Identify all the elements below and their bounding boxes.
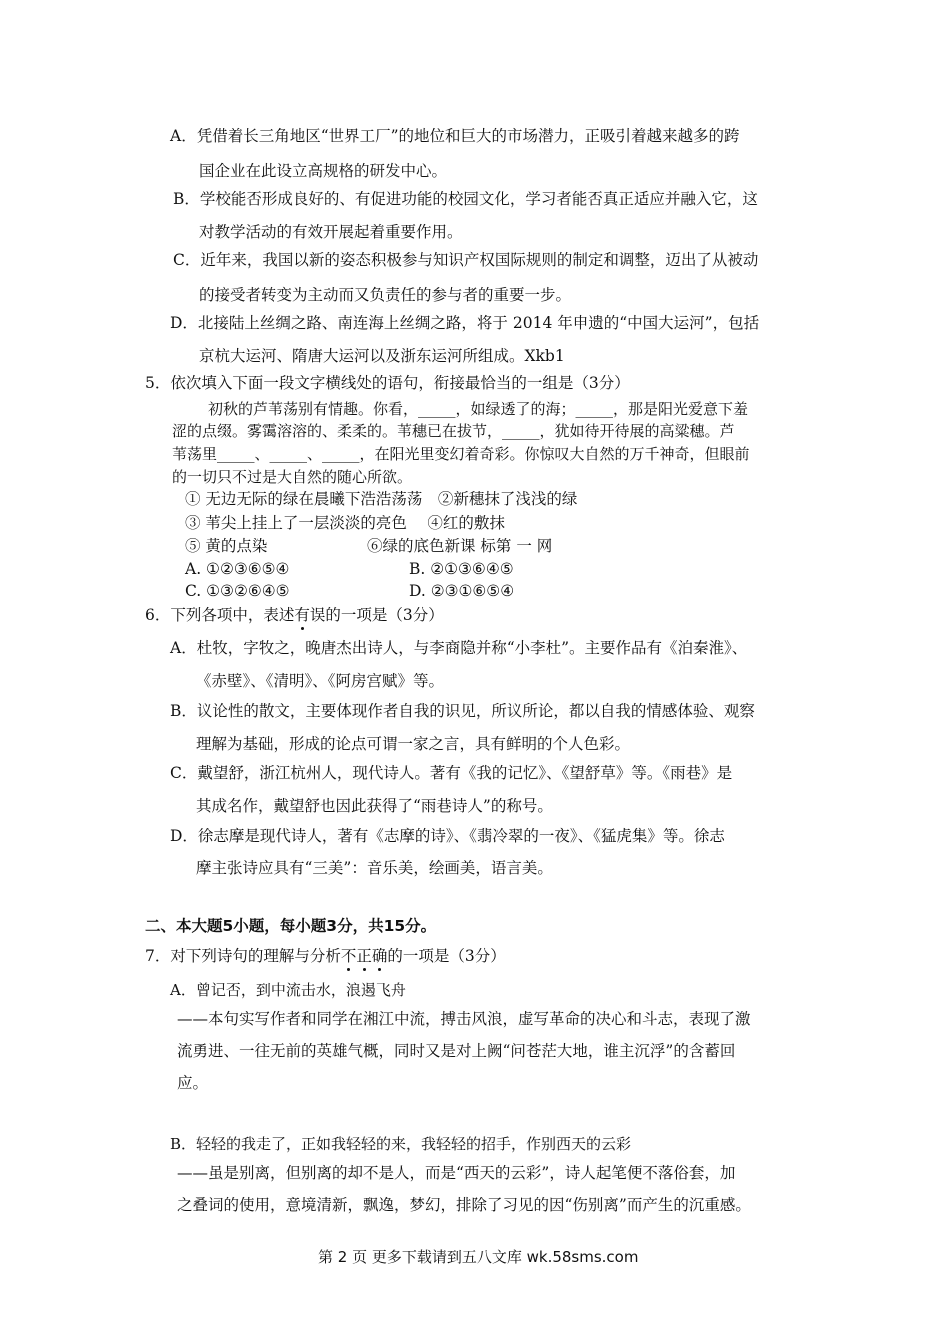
q4-option-d-line1: D．北接陆上丝绸之路、南连海上丝绸之路，将于 2014 年申遗的“中国大运河”，包括 [170, 314, 760, 332]
q6-stem-part2: 误的一项是（3分） [309, 606, 444, 624]
q7-option-b-line2: 之叠词的使用，意境清新，飘逸，梦幻，排除了习见的因“伤别离”而产生的沉重感。 [177, 1196, 751, 1214]
q7-stem-part2: 的一项是（3分） [387, 947, 506, 965]
q6-option-d-line1: D．徐志摩是现代诗人，著有《志摩的诗》、《翡冷翠的一夜》、《猛虎集》等。徐志 [170, 827, 725, 845]
q7-stem-part1: 7．对下列诗句的理解与分析 [145, 947, 341, 965]
q4-option-d-line2: 京杭大运河、隋唐大运河以及浙东运河所组成。Xkb1 [199, 347, 565, 365]
q5-option-5: ⑤ 黄的点染 [185, 537, 268, 555]
q6-emphasis-char: 有 [294, 606, 310, 624]
q4-option-c-line2: 的接受者转变为主动而又负责任的参与者的重要一步。 [199, 286, 572, 304]
q4-option-b-line2: 对教学活动的有效开展起着重要作用。 [199, 223, 463, 241]
q7-option-b-line1: ——虽是别离，但别离的却不是人，而是“西天的云彩”，诗人起笔便不落俗套，加 [177, 1164, 736, 1182]
q5-choice-a: A. ①②③⑥⑤④ [185, 560, 290, 578]
q5-choice-d: D. ②③①⑥⑤④ [409, 582, 515, 600]
q7-stem [145, 945, 506, 967]
q5-passage-line2: 涩的点缀。雾霭溶溶的、柔柔的。苇穗已在拔节，_____，犹如待开待展的高粱穗。芦 [172, 422, 735, 440]
q6-option-b-line1: B．议论性的散文，主要体现作者自我的识见，所议所论，都以自我的情感体验、观察 [170, 702, 755, 720]
q5-choice-b: B. ②①③⑥④⑤ [409, 560, 514, 578]
q6-stem-part1: 6．下列各项中，表述 [145, 606, 295, 624]
q5-options-line1: ① 无边无际的绿在晨曦下浩浩荡荡 ②新穗抹了浅浅的绿 [185, 490, 578, 508]
q7-option-a-line3: 应。 [177, 1074, 209, 1092]
q5-choice-c: C. ①③②⑥④⑤ [185, 582, 290, 600]
q4-option-a-line2: 国企业在此设立高规格的研发中心。 [199, 162, 448, 180]
q6-option-b-line2: 理解为基础，形成的论点可谓一家之言，具有鲜明的个人色彩。 [196, 735, 631, 753]
q5-options-line2: ③ 苇尖上挂上了一层淡淡的亮色 ④红的敷抹 [185, 514, 505, 532]
q4-option-a-line1: A．凭借着长三角地区“世界工厂”的地位和巨大的市场潜力，正吸引着越来越多的跨 [170, 127, 740, 145]
q6-option-c-line2: 其成名作，戴望舒也因此获得了“雨巷诗人”的称号。 [196, 797, 553, 815]
section-heading: 二、本大题5小题，每小题3分，共15分。 [145, 917, 437, 935]
q5-stem: 5．依次填入下面一段文字横线处的语句，衔接最恰当的一组是（3分） [145, 374, 630, 392]
q5-passage-line4: 的一切只不过是大自然的随心所欲。 [172, 468, 413, 486]
q6-option-c-line1: C．戴望舒，浙江杭州人，现代诗人。著有《我的记忆》、《望舒草》等。《雨巷》是 [170, 764, 733, 782]
page-footer: 第 2 页 更多下载请到五八文库 wk.58sms.com [318, 1248, 639, 1266]
q5-option-6: ⑥绿的底色新课 标第 一 网 [367, 537, 553, 555]
q7-option-a-title: A．曾记否，到中流击水，浪遏飞舟 [170, 981, 406, 999]
q7-option-a-line2: 流勇进、一往无前的英雄气概，同时又是对上阙“问苍茫大地，谁主沉浮”的含蓄回 [177, 1042, 736, 1060]
q7-emphasis-char-1: 不 [340, 947, 357, 965]
q7-option-b-title: B．轻轻的我走了，正如我轻轻的来，我轻轻的招手，作别西天的云彩 [170, 1135, 632, 1153]
q4-option-b-line1: B．学校能否形成良好的、有促进功能的校园文化，学习者能否真正适应并融入它，这 [173, 190, 758, 208]
q6-option-d-line2: 摩主张诗应具有“三美”：音乐美，绘画美，语言美。 [196, 859, 553, 877]
q5-passage-line1: 初秋的芦苇荡别有情趣。你看，_____，如绿透了的海；_____，那是阳光爱意下羞 [208, 400, 749, 418]
q7-option-a-line1: ——本句实写作者和同学在湘江中流，搏击风浪，虚写革命的决心和斗志，表现了激 [177, 1010, 751, 1028]
q7-emphasis-char-3: 确 [371, 947, 388, 965]
q7-emphasis-char-2: 正 [356, 947, 372, 965]
q6-option-a-line1: A．杜牧，字牧之，晚唐杰出诗人，与李商隐并称“小李杜”。主要作品有《泊秦淮》、 [170, 639, 748, 657]
q6-option-a-line2: 《赤壁》、《清明》、《阿房宫赋》等。 [196, 672, 445, 690]
q5-passage-line3: 苇荡里_____、_____、_____，在阳光里变幻着奇彩。你惊叹大自然的万千神奇，但眼前 [172, 445, 750, 463]
q4-option-c-line1: C．近年来，我国以新的姿态积极参与知识产权国际规则的制定和调整，迈出了从被动 [173, 251, 759, 269]
q6-stem [145, 604, 444, 626]
